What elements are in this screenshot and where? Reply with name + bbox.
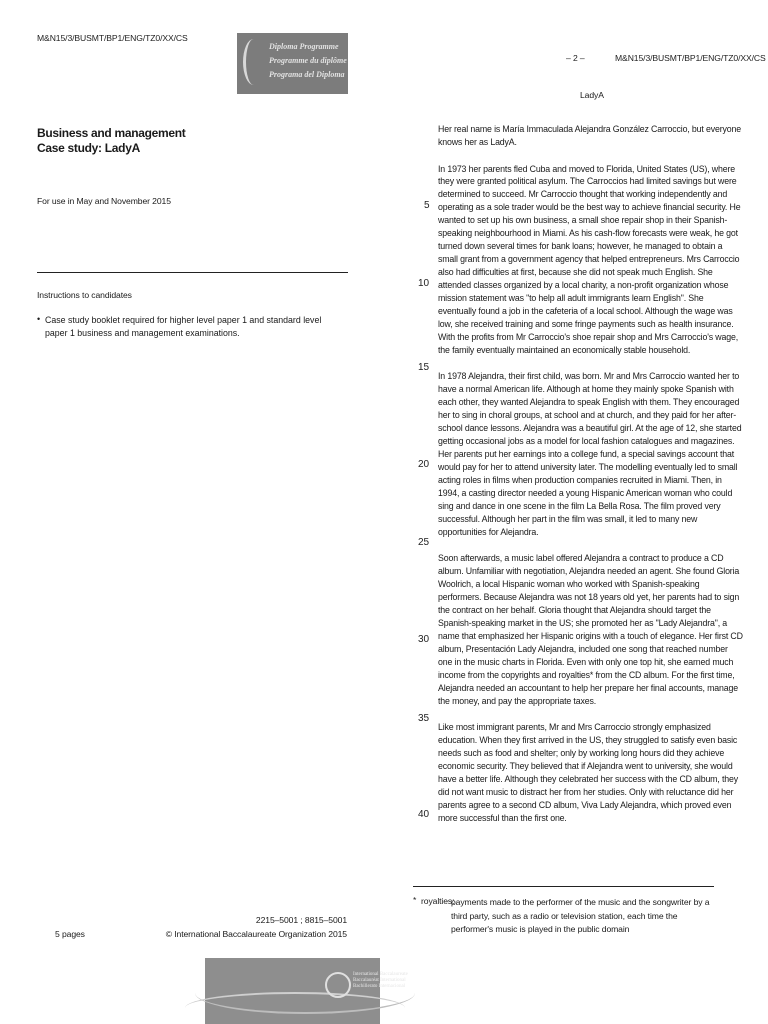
paragraph: Like most immigrant parents, Mr and Mrs Carroccio strongly emphasized education. When they first arrived in the US, they struggled to satisfy even basic needs such as food and shelter; only by working long hours did they achieve economic security. They believed that if Alejandra went to university, she would have a better life. Although they celebrated her success with the CD album, they did not want music to distract her from her studies. Only with reluctance did her parents agree to a second CD album, Viva Lady Alejandra, which proved even more successful than the first one. [438, 722, 738, 824]
line-number: 20 [418, 459, 430, 470]
footnote-mark: * [413, 895, 417, 905]
footnote-text: payments made to the performer of the music and the songwriter by a third party, such as a radio or television station, each time the performer's music is played in the public domain [451, 897, 710, 934]
line-number: 35 [418, 713, 430, 724]
document-code: M&N15/3/BUSMT/BP1/ENG/TZ0/XX/CS [37, 33, 188, 43]
line-number: 40 [418, 809, 430, 820]
document-title [37, 126, 185, 156]
title-line-1: Business and management [37, 126, 186, 140]
line-number: 5 [424, 200, 430, 211]
divider [37, 272, 348, 273]
bullet-icon: • [37, 314, 41, 324]
ib-seal-logo: International Baccalaureate Baccalauréat International Bachillerato Internacional [205, 958, 380, 1024]
use-note: For use in May and November 2015 [37, 196, 171, 206]
paragraph: Her real name is María Immaculada Alejandra González Carroccio, but everyone knows her as LadyA. [438, 124, 741, 147]
footnote-divider [413, 886, 714, 887]
page-count: 5 pages [55, 929, 85, 939]
case-heading: LadyA [580, 90, 604, 100]
page-number: – 2 – [566, 53, 585, 63]
line-number: 30 [418, 634, 430, 645]
case-study-body [438, 123, 743, 839]
instructions-heading: Instructions to candidates [37, 290, 132, 300]
paragraph: Soon afterwards, a music label offered Alejandra a contract to produce a CD album. Unfamiliar with negotiation, Alejandra needed an agent. She found Gloria Woolrich, a local Hispanic woman who worked with Spanish-speaking performers. Because Alejandra was not 18 years old yet, her parents had to sign the contract on her behalf. Gloria thought that Alejandra should target the Spanish-speaking market in the US; she promoted her as "Lady Alejandra", a name that emphasized her Hispanic origins with a touch of elegance. Her first CD album, Presentación Lady Alejandra, included one song that reached number one in the music charts in Florida. Even with only one top hit, she earned much income from the copyrights and royalties* from the CD album. For the first time, Alejandra needed an accountant to help her prepare her final accounts, manage the money, and pay the appropriate taxes. [438, 553, 743, 706]
paragraph: In 1973 her parents fled Cuba and moved to Florida, United States (US), where they were granted political asylum. The Carroccios had limited savings but were determined to succeed. Mr Carroccio thought that working independently and operating as a sole trader would be the best way to achieve financial security. He wanted to set up his own business, a small shoe repair shop in their Spanish-speaking neighbourhood in Miami. As his cash-flow forecasts were weak, he got turned down several times for bank loans; however, he managed to obtain a small grant from a government agency that helped entrepreneurs. Mrs Carroccio also had difficulties at first, because she did not speak much English. She attended classes organized by a local charity, a non-profit organization whose mission statement was "to help all adult immigrants learn English". She eventually found a job in the cafeteria of a local school. Although the wage was low, she received training and some fringe payments such as health insurance. With the profits from Mr Carroccio's shoe repair shop and Mrs Carroccio's wage, the family eventually maintained an economically stable household. [438, 163, 741, 355]
footer-code: 2215–5001 ; 8815–5001 [255, 915, 347, 925]
footnote-term: royalties: [421, 896, 455, 906]
diploma-programme-logo: Diploma Programme Programme du diplôme Programa del Diploma [237, 33, 348, 94]
title-line-2: Case study: LadyA [37, 141, 140, 155]
paragraph: In 1978 Alejandra, their first child, was born. Mr and Mrs Carroccio wanted her to have a normal American life. Although at home they mainly spoke Spanish with each other, they wanted Alejandra to speak English with them. They encouraged her to sing in choral groups, at school and at church, and they paid for her after-school dance lessons. Alejandra was a beautiful girl. At the age of 12, she started getting occasional jobs as a model for local fashion catalogues and magazines. Her parents put her earnings into a college fund, a special savings account that would pay for her to attend university later. The modelling eventually led to small acting roles in films when production companies recruited in Miami. Then, in 1994, a casting director needed a young Hispanic American woman who could sing and dance in one scene in the film La Bella Rosa. The film proved very successful. Although her part in the film was small, it led to many new opportunities for Alejandra. [438, 371, 742, 537]
copyright: © International Baccalaureate Organization 2015 [165, 929, 347, 939]
line-number: 10 [418, 278, 430, 289]
line-number: 15 [418, 362, 430, 373]
line-number: 25 [418, 537, 430, 548]
instruction-item: Case study booklet required for higher level paper 1 and standard level paper 1 business and management examinations. [45, 315, 322, 338]
document-code-right: M&N15/3/BUSMT/BP1/ENG/TZ0/XX/CS [615, 53, 766, 63]
